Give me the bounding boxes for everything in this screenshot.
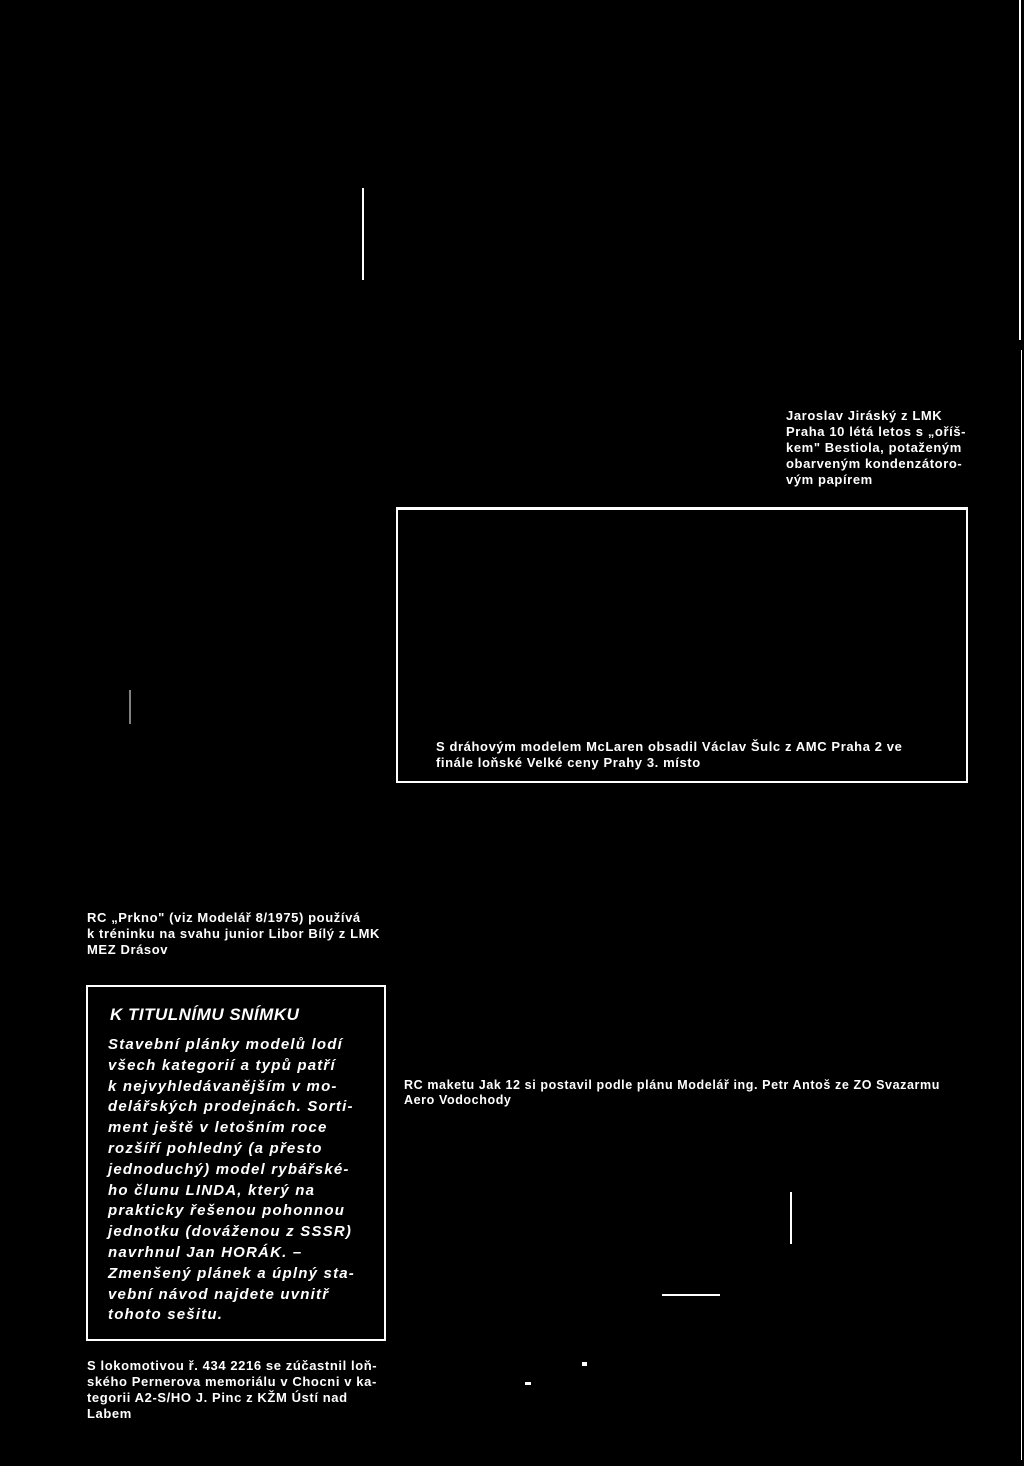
caption-sulc: S dráhovým modelem McLaren obsadil Václav Šulc z AMC Praha 2 ve finále loňské Velké ceny Prahy 3. místo xyxy=(436,739,903,770)
photo-frame-mclaren xyxy=(396,507,968,783)
caption-lokomotiva: S lokomotivou ř. 434 2216 se zúčastnil loň- ského Pernerova memoriálu v Chocni v ka- tegorii A2-S/HO J. Pinc z KŽM Ústí nad Labem xyxy=(87,1358,378,1421)
photo-speck xyxy=(525,1382,531,1385)
caption-prkno: RC „Prkno" (viz Modelář 8/1975) používá k tréninku na svahu junior Libor Bílý z LMK MEZ Drásov xyxy=(87,910,381,957)
cover-note-heading: K TITULNÍMU SNÍMKU xyxy=(110,1005,300,1024)
photo-speck xyxy=(582,1362,587,1366)
photo-edge-line xyxy=(790,1192,792,1244)
photo-edge-line xyxy=(1019,0,1021,340)
cover-note-body: Stavební plánky modelů lodí všech kategorií a typů patří k nejvyhledávanějším v mo- delářských prodejnách. Sorti- ment ještě v letošním roce rozšíří pohledný (a přesto jednoduchý) model rybářské- ho člunu LINDA, který na prakticky řešenou pohonnou jednotku (dováženou z SSSR) navrhnul Jan HORÁK. – Zmenšený plánek a úplný sta- vební návod najdete uvnitř tohoto sešitu. xyxy=(108,1036,355,1324)
photo-edge-line xyxy=(662,1294,720,1296)
caption-jak12: RC maketu Jak 12 si postavil podle plánu Modelář ing. Petr Antoš ze ZO Svazarmu Aero Vodochody xyxy=(404,1078,940,1107)
photo-edge-line xyxy=(1021,350,1022,1460)
cover-note-box xyxy=(86,985,386,1341)
caption-jirasky: Jaroslav Jiráský z LMK Praha 10 létá letos s „oříš- kem" Bestiola, potaženým obarveným kondenzátoro- vým papírem xyxy=(786,408,967,487)
photo-edge-line xyxy=(362,188,364,280)
photo-speck xyxy=(129,690,131,724)
